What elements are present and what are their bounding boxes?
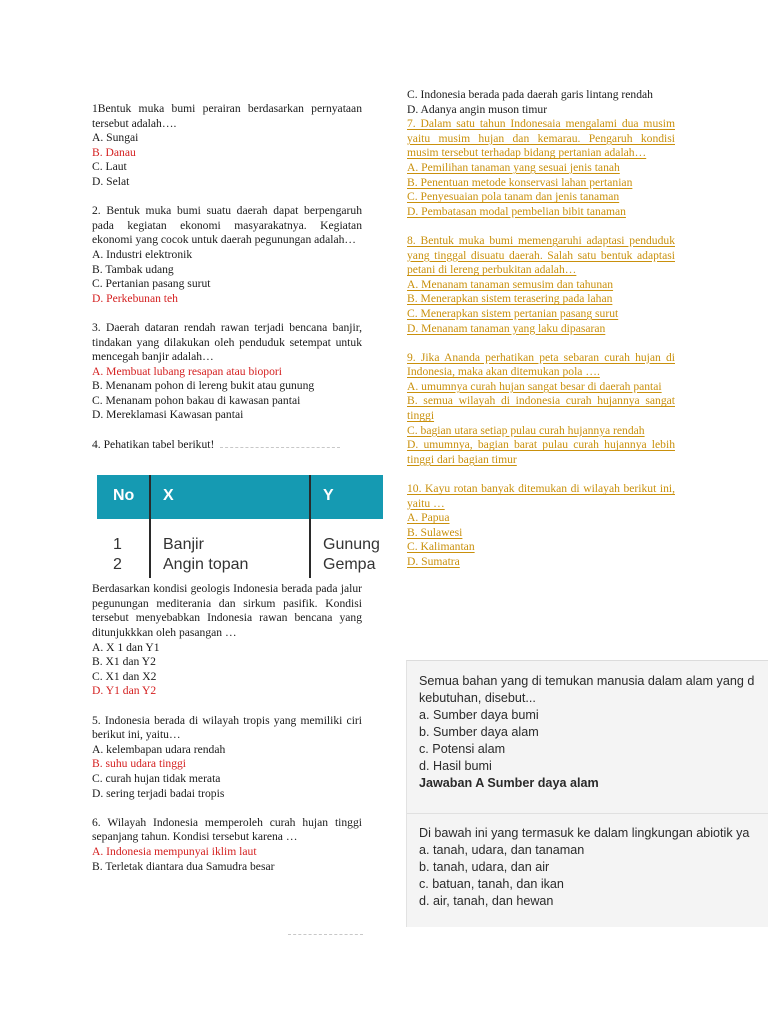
question-5-option-a: A. kelembapan udara rendah (92, 742, 226, 756)
question-8-option-c: C. Menerapkan sistem pertanian pasang surut (407, 306, 619, 320)
question-8-option-d: D. Menanam tanaman yang laku dipasaran (407, 321, 606, 335)
question-5-option-d: D. sering terjadi badai tropis (92, 786, 225, 800)
card-q1-stem-line-2: kebutuhan, disebut... (419, 691, 536, 705)
question-4-option-c: C. X1 dan X2 (92, 669, 157, 683)
question-2-option-d-answer: D. Perkebunan teh (92, 291, 178, 305)
table-header-row (97, 475, 383, 519)
question-6-option-d: D. Adanya angin muson timur (407, 102, 548, 116)
question-3-option-a-answer: A. Membuat lubang resapan atau biopori (92, 364, 282, 378)
disaster-table-image (97, 475, 383, 578)
question-2-option-a: A. Industri elektronik (92, 247, 193, 261)
question-7-stem: 7. Dalam satu tahun Indonesaia mengalami dua musim yaitu musim hujan dan kemarau. Pengaruh kondisi musim tersebut terhadap bidang pertanian adalah… (407, 117, 675, 160)
table-divider (309, 475, 311, 578)
table-cell: Angin topan (163, 556, 249, 573)
question-7-option-d: D. Pembatasan modal pembelian bibit tanaman (407, 204, 626, 218)
quiz-card (406, 660, 768, 927)
question-2 (92, 204, 362, 306)
question-9 (407, 351, 675, 468)
question-7-option-a: A. Pemilihan tanaman yang sesuai jenis tanah (407, 160, 620, 174)
question-3-stem: 3. Daerah dataran rendah rawan terjadi bencana banjir, tindakan yang dilakukan oleh penduduk setempat untuk mencegah banjir adalah… (92, 320, 362, 364)
table-header-y: Y (323, 487, 334, 504)
card-q2-option-c: c. batuan, tanah, dan ikan (419, 877, 564, 891)
question-3-option-d: D. Mereklamasi Kawasan pantai (92, 408, 244, 422)
question-1-option-a: A. Sungai (92, 131, 139, 145)
quiz-card-content (419, 673, 768, 910)
question-4-stem-text: 4. Pehatikan tabel berikut! (92, 437, 215, 451)
table-cell: Banjir (163, 536, 204, 553)
question-4-option-a: A. X 1 dan Y1 (92, 640, 160, 654)
question-7-option-b: B. Penentuan metode konservasi lahan pertanian (407, 175, 633, 189)
question-10 (407, 482, 675, 570)
card-q1-option-b: b. Sumber daya alam (419, 725, 539, 739)
question-7-option-c: C. Penyesuaian pola tanam dan jenis tanaman (407, 190, 620, 204)
question-2-stem: 2. Bentuk muka bumi suatu daerah dapat berpengaruh pada kegiatan ekonomi masyarakatnya. Kegiatan ekonomi yang cocok untuk daerah pegunungan adalah… (92, 204, 362, 247)
question-9-option-a: A. umumnya curah hujan sangat besar di daerah pantai (407, 379, 662, 393)
question-10-option-d: D. Sumatra (407, 555, 460, 568)
question-8 (407, 234, 675, 336)
card-q1-option-d: d. Hasil bumi (419, 759, 492, 773)
question-10-stem: 10. Kayu rotan banyak ditemukan di wilayah berikut ini, yaitu … (407, 482, 675, 510)
card-q2-option-d: d. air, tanah, dan hewan (419, 894, 554, 908)
dashed-rule-bottom (288, 934, 363, 935)
question-1-stem: 1Bentuk muka bumi perairan berdasarkan pernyataan tersebut adalah…. (92, 102, 362, 130)
question-8-option-b: B. Menerapkan sistem terasering pada lahan (407, 292, 613, 306)
question-10-option-c: C. Kalimantan (407, 540, 475, 554)
table-cell: 1 (113, 536, 122, 553)
question-4-option-d-answer: D. Y1 dan Y2 (92, 684, 157, 698)
question-8-option-a: A. Menanam tanaman semusim dan tahunan (407, 277, 614, 291)
table-cell: Gunung (323, 536, 380, 553)
question-5 (92, 714, 362, 802)
table-cell: 2 (113, 556, 122, 573)
table-header-x: X (163, 487, 174, 504)
question-7 (407, 117, 675, 219)
question-1-option-c: C. Laut (92, 160, 127, 174)
question-5-option-c: C. curah hujan tidak merata (92, 771, 221, 785)
right-column (407, 88, 675, 584)
question-6 (92, 816, 362, 874)
table-divider (149, 475, 151, 578)
question-5-stem: 5. Indonesia berada di wilayah tropis yang memiliki ciri berikut ini, yaitu… (92, 713, 362, 742)
card-q1-answer: Jawaban A Sumber daya alam (419, 776, 599, 790)
question-4-option-b: B. X1 dan Y2 (92, 655, 156, 669)
question-9-option-b: B. semua wilayah di indonesia curah hujannya sangat tinggi (407, 394, 675, 423)
question-1 (92, 102, 362, 190)
card-separator (407, 813, 768, 814)
question-9-stem: 9. Jika Ananda perhatikan peta sebaran curah hujan di Indonesia, maka akan ditemukan pola …. (407, 350, 675, 379)
question-6-option-c: C. Indonesia berada pada daerah garis lintang rendah (407, 88, 653, 101)
question-6-continued (407, 88, 675, 117)
question-10-option-b: B. Sulawesi (407, 525, 463, 539)
question-5-option-b-answer: B. suhu udara tinggi (92, 757, 187, 771)
card-q1-option-c: c. Potensi alam (419, 742, 506, 756)
question-4-stem (92, 438, 362, 453)
question-6-option-b: B. Terletak diantara dua Samudra besar (92, 859, 275, 873)
question-2-option-b: B. Tambak udang (92, 262, 174, 276)
table-header-no: No (113, 487, 135, 504)
question-3-option-c: C. Menanam pohon bakau di kawasan pantai (92, 393, 301, 407)
card-q1-option-a: a. Sumber daya bumi (419, 708, 539, 722)
card-q2-option-a: a. tanah, udara, dan tanaman (419, 843, 585, 857)
question-3 (92, 321, 362, 423)
question-1-option-d: D. Selat (92, 174, 130, 188)
table-cell: Gempa (323, 556, 376, 573)
card-q2-option-b: b. tanah, udara, dan air (419, 860, 550, 874)
question-10-option-a: A. Papua (407, 511, 450, 525)
question-3-option-b: B. Menanam pohon di lereng bukit atau gunung (92, 379, 315, 393)
question-2-option-c: C. Pertanian pasang surut (92, 277, 211, 291)
question-9-option-c: C. bagian utara setiap pulau curah hujannya rendah (407, 423, 645, 437)
dashed-rule (220, 438, 340, 448)
question-6-option-a-answer: A. Indonesia mempunyai iklim laut (92, 844, 257, 858)
question-8-stem: 8. Bentuk muka bumi memengaruhi adaptasi penduduk yang tinggal disuatu daerah. Salah satu bentuk adaptasi petani di lereng perbukitan adalah… (407, 233, 675, 277)
question-4-stem-2: Berdasarkan kondisi geologis Indonesia berada pada jalur pegunungan mediterania dan sirkum pasifik. Kondisi tersebut menyebabkan Indonesia rawan bencana yang ditunjukkkan oleh pasangan … (92, 582, 362, 640)
card-q2-stem-line-1: Di bawah ini yang termasuk ke dalam lingkungan abiotik ya (419, 826, 750, 840)
card-q1-stem-line-1: Semua bahan yang di temukan manusia dalam alam yang d (419, 674, 755, 688)
question-9-option-d: D. umumnya, bagian barat pulau curah hujannya lebih tinggi dari bagian timur (407, 438, 675, 466)
question-6-stem: 6. Wilayah Indonesia memperoleh curah hujan tinggi sepanjang tahun. Kondisi tersebut karena … (92, 815, 362, 844)
question-1-option-b-answer: B. Danau (92, 145, 136, 159)
